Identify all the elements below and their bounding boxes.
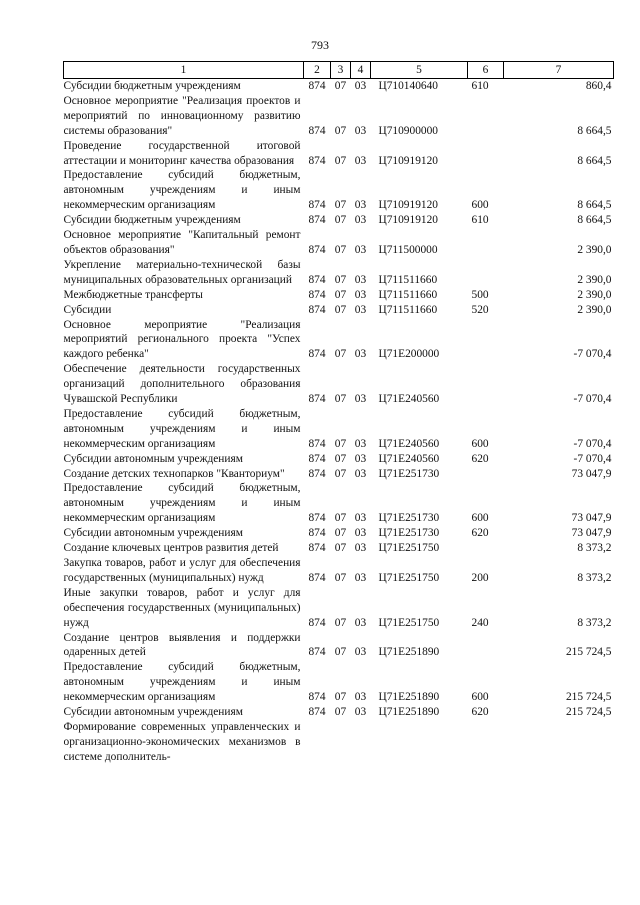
table-header [64,62,614,79]
row-subsection: 03 [354,437,367,450]
row-name: Предоставление субсидий бюджетным, автономным учреждениям и иным некоммерческим организациям [63,482,301,525]
row-section: 07 [334,437,347,450]
row-amount: -7 070,4 [573,393,612,406]
row-target-article: Ц71E251750 [378,571,440,584]
row-target-article: Ц711511660 [378,288,438,301]
row-name: Укрепление материально-технической базы муниципальных образовательных организаций [63,258,301,286]
row-name: Создание центров выявления и поддержки одаренных детей [63,631,301,659]
page-number: 793 [311,38,329,52]
table-row [64,556,614,586]
row-subsection: 03 [354,706,367,719]
row-section: 07 [334,616,347,629]
row-name: Создание ключевых центров развития детей [63,542,279,555]
row-ministry-code: 874 [308,542,326,555]
row-section: 07 [334,199,347,212]
row-ministry-code: 874 [308,124,326,137]
row-ministry-code: 874 [308,616,326,629]
table-row [64,720,614,765]
row-amount: 8 373,2 [577,616,612,629]
row-subsection: 03 [354,273,367,286]
row-subsection: 03 [354,80,367,92]
row-name: Межбюджетные трансферты [63,288,203,301]
table-row [64,303,614,318]
row-section: 07 [334,527,347,540]
row-amount: 8 664,5 [577,199,612,212]
row-subsection: 03 [354,571,367,584]
row-amount: -7 070,4 [573,452,612,465]
header-col-7: 7 [504,62,614,79]
row-ministry-code [304,720,331,765]
row-name: Проведение государственной итоговой аттестации и мониторинг качества образования [63,139,301,167]
table-row [64,481,614,526]
row-expense-type [468,467,504,482]
row-expense-type: 610 [471,214,489,227]
budget-table [63,61,614,765]
row-expense-type: 620 [471,452,489,465]
row-subsection: 03 [354,452,367,465]
row-amount: -7 070,4 [573,348,612,361]
row-amount: 2 390,0 [577,303,612,316]
table-row [64,168,614,213]
row-target-article: Ц71E251890 [378,706,440,719]
row-ministry-code: 874 [308,452,326,465]
row-amount: 8 664,5 [577,154,612,167]
row-expense-type [468,94,504,139]
header-col-5: 5 [371,62,468,79]
row-ministry-code: 874 [308,393,326,406]
row-amount: 8 664,5 [577,214,612,227]
table-row [64,705,614,720]
row-expense-type [468,541,504,556]
row-target-article: Ц71E240560 [378,393,440,406]
row-target-article [371,720,468,765]
row-expense-type: 520 [471,303,489,316]
row-amount: 8 664,5 [577,124,612,137]
header-col-1: 1 [64,62,304,79]
row-name: Обеспечение деятельности государственных организаций дополнительного образования Чувашской Республики [63,363,301,406]
row-section: 07 [334,646,347,659]
row-section: 07 [334,393,347,406]
row-ministry-code: 874 [308,706,326,719]
row-target-article: Ц71E251890 [378,691,440,704]
row-subsection: 03 [354,243,367,256]
row-section: 07 [334,303,347,316]
row-expense-type: 600 [471,437,489,450]
table-body [64,79,614,765]
row-section: 07 [334,452,347,465]
row-name: Иные закупки товаров, работ и услуг для обеспечения государственных (муниципальных) нужд [63,586,301,629]
row-ministry-code: 874 [308,199,326,212]
row-amount: 8 373,2 [577,542,612,555]
row-expense-type [468,228,504,258]
row-expense-type: 500 [471,288,489,301]
row-amount: 73 047,9 [571,527,612,540]
row-name: Субсидии бюджетным учреждениям [63,80,241,92]
row-subsection: 03 [354,288,367,301]
row-expense-type [468,362,504,407]
row-amount: 8 373,2 [577,571,612,584]
row-amount: 860,4 [585,80,612,92]
row-name: Основное мероприятие "Реализация мероприятий регионального проекта "Успех каждого ребенка" [63,318,301,361]
row-section: 07 [334,512,347,525]
table-row [64,526,614,541]
row-ministry-code: 874 [308,512,326,525]
row-expense-type: 600 [471,512,489,525]
row-name: Предоставление субсидий бюджетным, автономным учреждениям и иным некоммерческим организациям [63,169,301,212]
row-expense-type [468,631,504,661]
table-row [64,586,614,631]
row-expense-type: 620 [471,527,489,540]
row-expense-type: 600 [471,199,489,212]
row-subsection: 03 [354,646,367,659]
row-subsection: 03 [354,348,367,361]
row-section: 07 [334,571,347,584]
row-amount [504,720,614,765]
row-subsection: 03 [354,303,367,316]
table-row [64,318,614,363]
row-ministry-code: 874 [308,243,326,256]
table-row [64,660,614,705]
table-row [64,139,614,169]
row-target-article: Ц71E240560 [378,437,440,450]
row-amount: 215 724,5 [565,646,612,659]
row-section: 07 [334,706,347,719]
row-section: 07 [334,214,347,227]
row-ministry-code: 874 [308,437,326,450]
row-amount: 73 047,9 [571,467,612,480]
row-section: 07 [334,273,347,286]
header-col-4: 4 [351,62,371,79]
row-target-article: Ц710140640 [378,80,438,92]
row-ministry-code: 874 [308,348,326,361]
row-section: 07 [334,154,347,167]
row-subsection: 03 [354,542,367,555]
row-target-article: Ц710919120 [378,154,438,167]
row-ministry-code: 874 [308,467,326,480]
row-name: Основное мероприятие "Капитальный ремонт объектов образования" [63,229,301,256]
header-col-2: 2 [304,62,331,79]
row-name: Формирование современных управленческих и организационно-экономических механизмов в системе дополнитель- [63,720,301,763]
row-expense-type: 600 [471,691,489,704]
row-target-article: Ц71E251750 [378,616,440,629]
row-subsection: 03 [354,154,367,167]
row-subsection: 03 [354,199,367,212]
row-amount: 73 047,9 [571,512,612,525]
table-row [64,94,614,139]
row-target-article: Ц71E251730 [378,512,440,525]
table-row [64,258,614,288]
row-expense-type: 610 [471,80,489,92]
header-col-6: 6 [468,62,504,79]
row-amount: 215 724,5 [565,706,612,719]
table-row [64,288,614,303]
row-ministry-code: 874 [308,646,326,659]
header-col-3: 3 [331,62,351,79]
row-amount: 2 390,0 [577,243,612,256]
row-expense-type [468,139,504,169]
row-section: 07 [334,542,347,555]
row-target-article: Ц710919120 [378,214,438,227]
row-target-article: Ц711511660 [378,273,438,286]
row-target-article: Ц710900000 [378,124,438,137]
row-ministry-code: 874 [308,154,326,167]
row-section: 07 [334,467,347,480]
row-section: 07 [334,80,347,92]
row-target-article: Ц711500000 [378,243,438,256]
row-expense-type [468,258,504,288]
row-subsection [351,720,371,765]
row-subsection: 03 [354,214,367,227]
row-name: Закупка товаров, работ и услуг для обеспечения государственных (муниципальных) нужд [63,557,301,584]
row-name: Субсидии [63,303,112,316]
table-row [64,541,614,556]
row-ministry-code: 874 [308,527,326,540]
row-amount: 2 390,0 [577,288,612,301]
row-ministry-code: 874 [308,571,326,584]
row-ministry-code: 874 [308,691,326,704]
table-row [64,362,614,407]
row-section: 07 [334,243,347,256]
row-expense-type: 200 [471,571,489,584]
row-subsection: 03 [354,691,367,704]
row-expense-type: 620 [471,706,489,719]
row-target-article: Ц711511660 [378,303,438,316]
table-row [64,452,614,467]
row-subsection: 03 [354,124,367,137]
row-section: 07 [334,288,347,301]
row-amount: 215 724,5 [565,691,612,704]
table-row [64,407,614,452]
row-target-article: Ц71E251890 [378,646,440,659]
table-row [64,213,614,228]
row-target-article: Ц71E251730 [378,467,440,480]
row-target-article: Ц71E251730 [378,527,440,540]
row-expense-type: 240 [471,616,489,629]
table-row [64,467,614,482]
header-row [64,62,614,79]
row-expense-type [468,720,504,765]
row-ministry-code: 874 [308,303,326,316]
row-subsection: 03 [354,616,367,629]
row-ministry-code: 874 [308,288,326,301]
row-name: Предоставление субсидий бюджетным, автономным учреждениям и иным некоммерческим организациям [63,407,301,450]
row-target-article: Ц71E251750 [378,542,440,555]
row-target-article: Ц710919120 [378,199,438,212]
row-target-article: Ц71E200000 [378,348,440,361]
row-name: Субсидии автономным учреждениям [63,452,243,465]
row-name: Основное мероприятие "Реализация проектов и мероприятий по инновационному развитию системы образования" [63,94,301,137]
row-subsection: 03 [354,393,367,406]
table-row [64,228,614,258]
row-amount: -7 070,4 [573,437,612,450]
row-name: Субсидии автономным учреждениям [63,706,243,719]
row-ministry-code: 874 [308,80,326,92]
row-name: Субсидии автономным учреждениям [63,527,243,540]
row-amount: 2 390,0 [577,273,612,286]
row-target-article: Ц71E240560 [378,452,440,465]
row-section: 07 [334,691,347,704]
row-expense-type [468,318,504,363]
table-row [64,79,614,94]
row-subsection: 03 [354,527,367,540]
row-section [331,720,351,765]
row-ministry-code: 874 [308,214,326,227]
row-name: Предоставление субсидий бюджетным, автономным учреждениям и иным некоммерческим организациям [63,661,301,704]
table-row [64,631,614,661]
row-section: 07 [334,348,347,361]
row-ministry-code: 874 [308,273,326,286]
row-name: Создание детских технопарков "Кванториум" [63,467,285,480]
row-name: Субсидии бюджетным учреждениям [63,214,241,227]
row-subsection: 03 [354,512,367,525]
row-section: 07 [334,124,347,137]
row-subsection: 03 [354,467,367,480]
